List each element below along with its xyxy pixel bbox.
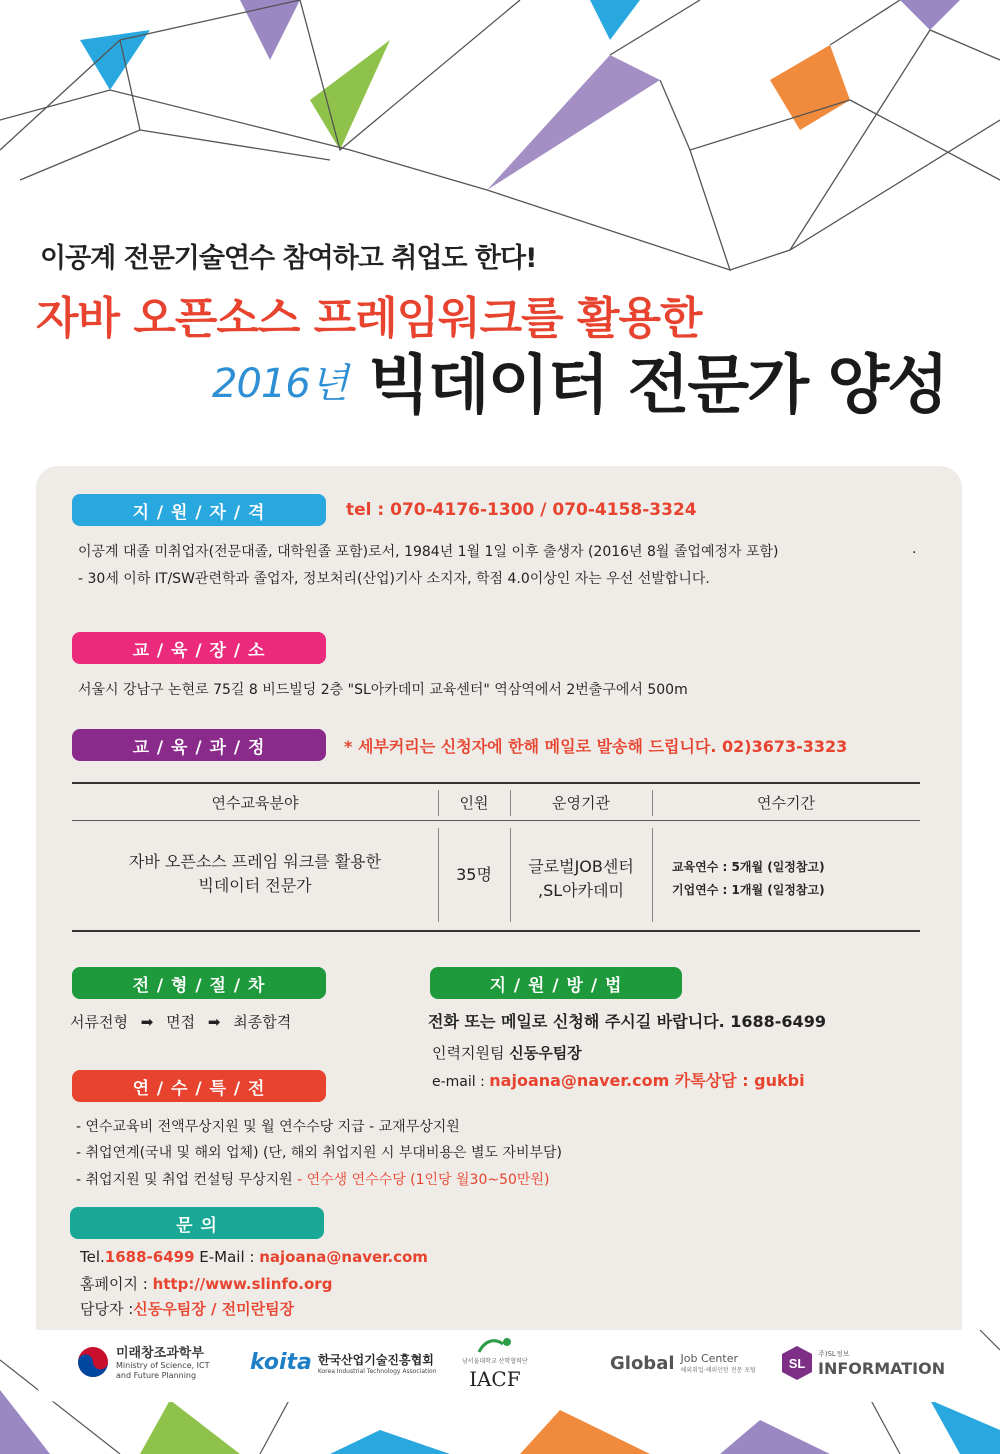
msip-sub1: Ministry of Science, ICT bbox=[116, 1361, 210, 1370]
contact-home-prefix: 홈페이지 : bbox=[80, 1275, 153, 1293]
qualification-label: 지 / 원 / 자 / 격 bbox=[72, 494, 326, 526]
svg-text:SL: SL bbox=[788, 1356, 806, 1371]
benefits-label: 연 / 수 / 특 / 전 bbox=[72, 1070, 326, 1102]
apply-team bbox=[432, 1042, 582, 1063]
koita-name: 한국산업기술진흥협회 bbox=[317, 1352, 434, 1367]
apply-kakao: 카톡상담 : gukbi bbox=[669, 1071, 805, 1090]
apply-email-line bbox=[432, 1068, 805, 1091]
apply-email-prefix: e-mail : bbox=[432, 1074, 490, 1090]
process-steps bbox=[70, 1011, 291, 1032]
table-cell-period-line2: 기업연수 : 1개월 (일정참고) bbox=[672, 883, 825, 897]
contact-home-line bbox=[80, 1273, 332, 1294]
location-text: 서울시 강남구 논현로 75길 8 비드빌딩 2층 "SL아카데미 교육센터" 역삼역에서 2번출구에서 500m bbox=[78, 682, 688, 698]
msip-name: 미래창조과학부 bbox=[116, 1346, 204, 1361]
table-header-org: 운영기관 bbox=[552, 794, 610, 812]
iacf-logo bbox=[462, 1336, 528, 1391]
global-name: Global bbox=[610, 1352, 675, 1374]
sl-sub: 주)SL정보 bbox=[818, 1349, 850, 1358]
headline-subtitle: 자바 오픈소스 프레임워크를 활용한 bbox=[36, 293, 702, 344]
table-cell-org-line2: ,SL아카데미 bbox=[538, 881, 624, 900]
sponsor-logos bbox=[36, 1330, 962, 1402]
leaf-icon bbox=[475, 1336, 515, 1354]
benefits-line1: - 연수교육비 전액무상지원 및 월 연수수당 지급 - 교재무상지원 bbox=[76, 1119, 460, 1135]
msip-sub2: and Future Planning bbox=[116, 1371, 197, 1380]
headline-year: 2016년 bbox=[212, 361, 348, 407]
course-notice: * 세부커리는 신청자에 한해 메일로 발송해 드립니다. 02)3673-3323 bbox=[344, 737, 848, 756]
process-step-2: 면접 bbox=[166, 1013, 196, 1031]
table-divider bbox=[652, 828, 653, 922]
global-sub1: Job Center bbox=[680, 1352, 738, 1365]
apply-team-name: 신동우팀장 bbox=[509, 1044, 582, 1062]
arrow-right-icon: ➡ bbox=[140, 1013, 154, 1031]
table-bottom-rule bbox=[72, 930, 920, 932]
table-header-period: 연수기간 bbox=[757, 794, 815, 812]
contact-manager-prefix: 담당자 : bbox=[80, 1300, 134, 1318]
qualification-line1: 이공계 대졸 미취업자(전문대졸, 대학원졸 포함)로서, 1984년 1월 1일 이후 출생자 (2016년 8월 졸업예정자 포함) bbox=[78, 544, 779, 560]
tagline: 이공계 전문기술연수 참여하고 취업도 한다! bbox=[40, 243, 537, 274]
table-header-field: 연수교육분야 bbox=[211, 794, 299, 812]
global-sub2: 해외취업·해외인턴 전문 포털 bbox=[680, 1367, 756, 1374]
table-cell-field-line2: 빅데이터 전문가 bbox=[198, 876, 312, 895]
global-job-center-logo bbox=[610, 1352, 756, 1374]
arrow-right-icon: ➡ bbox=[207, 1013, 221, 1031]
contact-manager-line bbox=[80, 1298, 294, 1319]
apply-email[interactable]: najoana@naver.com bbox=[489, 1071, 670, 1090]
koita-mark: koita bbox=[250, 1350, 312, 1375]
sl-mark-icon bbox=[782, 1346, 812, 1380]
table-top-rule bbox=[72, 782, 920, 784]
benefits-line3 bbox=[76, 1169, 549, 1189]
table-header-rule bbox=[72, 820, 920, 821]
table-cell-org-line1: 글로벌JOB센터 bbox=[528, 857, 634, 876]
msip-logo bbox=[76, 1342, 209, 1381]
contact-tel-prefix: Tel. bbox=[80, 1248, 105, 1266]
benefits-line3-b: - 연수생 연수수당 (1인당 월30~50만원) bbox=[297, 1172, 550, 1188]
koita-logo bbox=[250, 1350, 437, 1375]
iacf-name: IACF bbox=[469, 1367, 521, 1391]
headline-title: 빅데이터 전문가 양성 bbox=[368, 349, 947, 423]
contact-homepage-link[interactable]: http://www.slinfo.org bbox=[152, 1275, 333, 1293]
sl-information-logo bbox=[782, 1346, 945, 1380]
contact-tel: 1688-6499 bbox=[104, 1248, 195, 1266]
benefits-line3-a: - 취업지원 및 취업 컨설팅 무상지원 bbox=[76, 1172, 298, 1188]
process-step-3: 최종합격 bbox=[233, 1013, 292, 1031]
sl-name: INFORMATION bbox=[818, 1358, 946, 1378]
contact-manager: 신동우팀장 / 전미란팀장 bbox=[133, 1300, 295, 1318]
table-cell-period-line1: 교육연수 : 5개월 (일정참고) bbox=[672, 860, 825, 874]
table-cell-count: 35명 bbox=[456, 865, 492, 884]
apply-main: 전화 또는 메일로 신청해 주시길 바랍니다. 1688-6499 bbox=[428, 1012, 826, 1031]
process-label: 전 / 형 / 절 / 차 bbox=[72, 967, 326, 999]
benefits-line2: - 취업연계(국내 및 해외 업체) (단, 해외 취업지원 시 부대비용은 별도 자비부담) bbox=[76, 1145, 563, 1161]
location-label: 교 / 육 / 장 / 소 bbox=[72, 632, 326, 664]
table-cell-field-line1: 자바 오픈소스 프레임 워크를 활용한 bbox=[128, 852, 382, 871]
process-step-1: 서류전형 bbox=[70, 1013, 128, 1031]
contact-tel-line bbox=[80, 1248, 428, 1266]
qualification-line1-end: . bbox=[912, 541, 917, 557]
apply-label: 지 / 원 / 방 / 법 bbox=[430, 967, 682, 999]
table-header-count: 인원 bbox=[459, 794, 489, 812]
iacf-sub: 남서울대학교 산학협력단 bbox=[462, 1358, 528, 1365]
koita-sub: Korea Industrial Technology Association bbox=[317, 1367, 437, 1375]
contact-label: 문 의 bbox=[70, 1207, 324, 1239]
apply-team-prefix: 인력지원팀 bbox=[432, 1044, 510, 1062]
course-label: 교 / 육 / 과 / 정 bbox=[72, 729, 326, 761]
qualification-tel: tel : 070-4176-1300 / 070-4158-3324 bbox=[346, 500, 697, 520]
taegeuk-icon bbox=[76, 1345, 110, 1379]
contact-email[interactable]: najoana@naver.com bbox=[259, 1248, 428, 1266]
qualification-line2: - 30세 이하 IT/SW관련학과 졸업자, 정보처리(산업)기사 소지자, 학점 4.0이상인 자는 우선 선발합니다. bbox=[78, 571, 710, 587]
contact-email-prefix: E-Mail : bbox=[194, 1248, 260, 1266]
